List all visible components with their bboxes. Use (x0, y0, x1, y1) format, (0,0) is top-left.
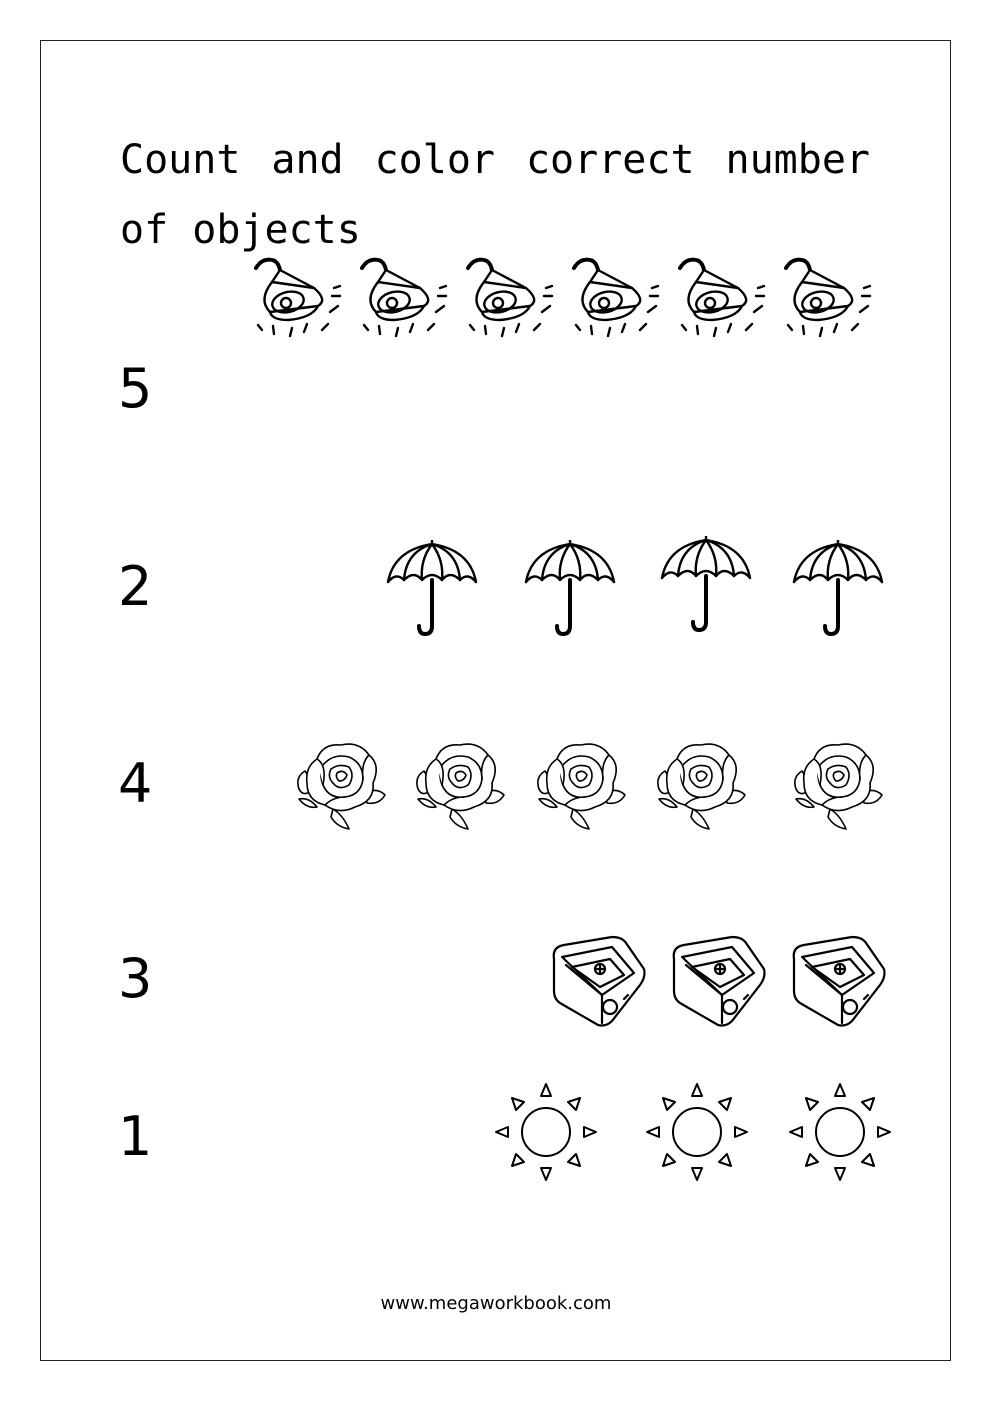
worksheet-title: Count and color correct number of objects (120, 137, 870, 253)
umbrella-icon (790, 540, 886, 640)
sharpener-icon (550, 935, 648, 1029)
footer-url: www.megaworkbook.com (380, 1293, 612, 1314)
umbrella-icon (658, 536, 754, 636)
rose-icon (293, 735, 389, 831)
umbrella-icon (384, 540, 480, 640)
rose-icon (412, 735, 508, 831)
row-number-3: 4 (118, 752, 153, 815)
rose-icon (790, 735, 886, 831)
lamp-icon (354, 250, 454, 430)
sharpener-icon (790, 935, 888, 1029)
sharpener-icon (670, 935, 768, 1029)
sun-icon (494, 1080, 598, 1184)
umbrella-icon (522, 540, 618, 640)
row-number-4: 3 (118, 947, 153, 1010)
lamp-icon (672, 250, 772, 430)
row-number-2: 2 (118, 555, 153, 618)
row-number-1: 5 (118, 357, 153, 420)
rose-icon (533, 735, 629, 831)
lamp-icon (566, 250, 666, 430)
sun-icon (788, 1080, 892, 1184)
row-number-5: 1 (118, 1105, 153, 1168)
sun-icon (645, 1080, 749, 1184)
lamp-icon (778, 250, 878, 430)
lamp-icon (248, 250, 348, 430)
rose-icon (653, 735, 749, 831)
lamp-icon (460, 250, 560, 430)
